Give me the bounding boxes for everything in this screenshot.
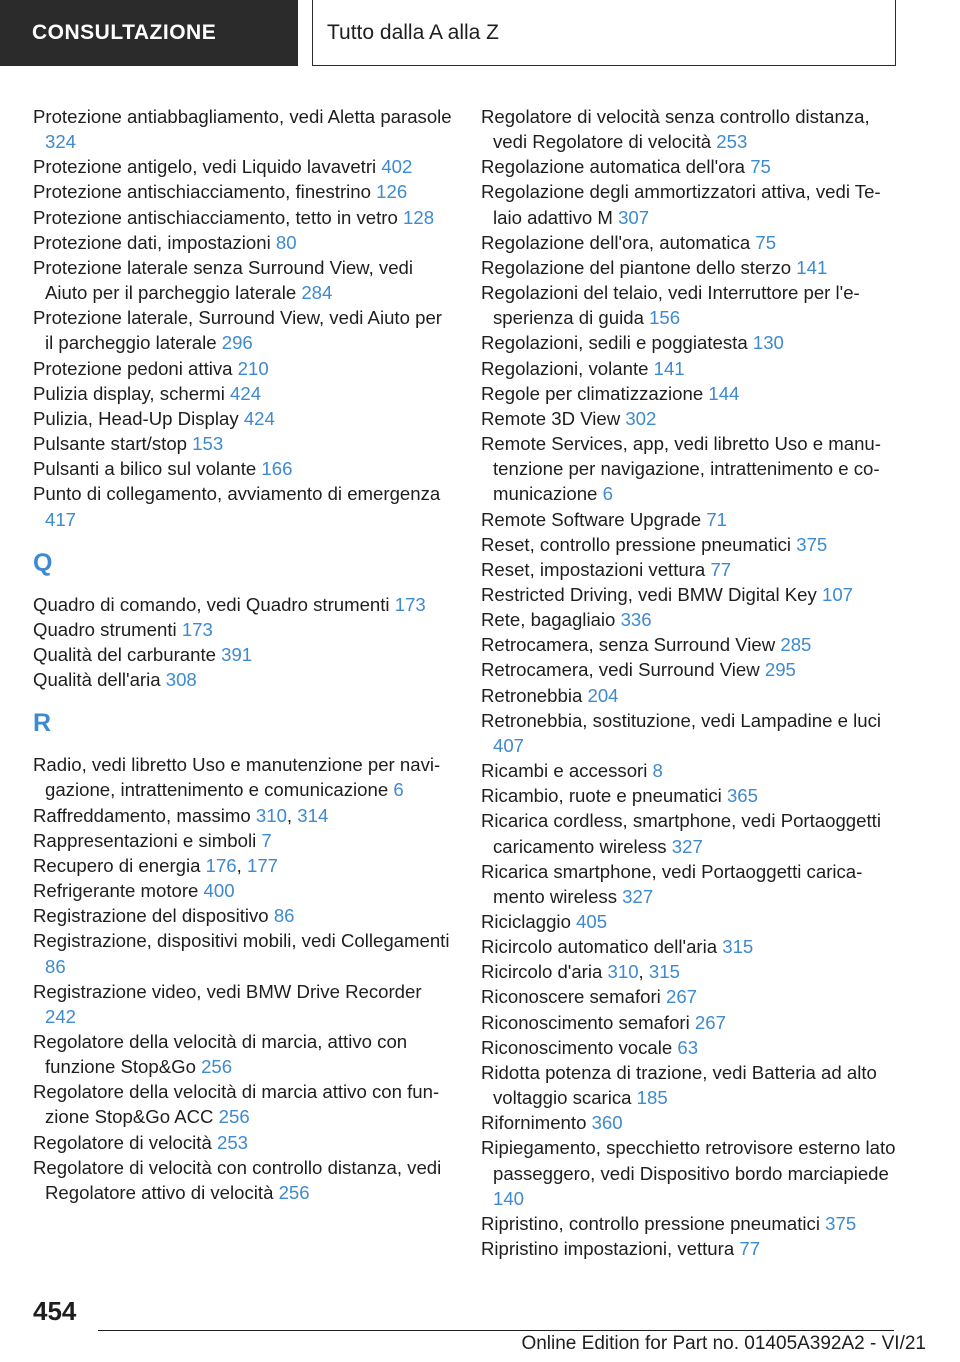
index-term: Rete, bagagliaio <box>481 609 621 631</box>
page-reference-link[interactable]: 177 <box>247 854 279 876</box>
index-entry: Ricircolo d'aria 310, 315 <box>481 961 680 983</box>
index-term: Regolatore di velocità con controllo distanza, vedi Regolatore attivo di velocità <box>33 1156 442 1203</box>
index-entry <box>481 230 901 255</box>
index-entry <box>33 1130 453 1155</box>
page-reference-link[interactable]: 365 <box>726 785 758 807</box>
page-reference-link[interactable]: 6 <box>393 779 404 801</box>
page-reference-link[interactable]: 128 <box>403 206 435 228</box>
page-reference-link[interactable]: 424 <box>230 382 262 404</box>
index-entry <box>33 406 453 431</box>
page-reference-link[interactable]: 253 <box>716 131 748 153</box>
page-number: 454 <box>33 1296 77 1326</box>
page-reference-link[interactable]: 210 <box>237 357 269 379</box>
chapter-title: Tutto dalla A alla Z <box>312 0 896 66</box>
page-reference-link[interactable]: 6 <box>602 483 613 505</box>
page-reference-link[interactable]: 314 <box>297 804 329 826</box>
page-reference-link[interactable]: 296 <box>221 332 253 354</box>
section-tab[interactable]: CONSULTAZIONE <box>0 0 298 66</box>
index-term: Ripristino, controllo pressione pneumatici <box>481 1212 826 1234</box>
index-entry <box>33 878 453 903</box>
page-reference-link[interactable]: 176 <box>205 854 237 876</box>
page-reference-link[interactable]: 71 <box>706 508 727 530</box>
index-entry <box>33 1155 453 1205</box>
index-term: Remote 3D View <box>481 407 626 429</box>
index-entry <box>33 104 453 154</box>
index-entry <box>33 381 453 406</box>
index-term: Remote Services, app, vedi libretto Uso e manutenzione per navigazione, intrattenimento e comunicazione <box>481 433 881 505</box>
page-reference-link[interactable]: 360 <box>591 1112 623 1134</box>
page-reference-link[interactable]: 153 <box>192 433 224 455</box>
index-term: Reset, controllo pressione pneumatici <box>481 533 797 555</box>
page-reference-link[interactable]: 156 <box>649 307 681 329</box>
index-term: Regolazioni del telaio, vedi Interruttore per l'esperienza di guida <box>481 282 860 329</box>
index-entry <box>481 104 901 154</box>
index-term: Refrigerante motore <box>33 880 204 902</box>
index-term: Ridotta potenza di trazione, vedi Batteria ad alto voltaggio scarica <box>481 1061 877 1109</box>
index-entry <box>481 582 901 607</box>
index-term: Qualità dell'aria <box>33 669 166 691</box>
index-term: Recupero di energia <box>33 854 206 876</box>
page-reference-link[interactable]: 391 <box>221 643 253 665</box>
index-term: Regole per climatizzazione <box>481 382 709 404</box>
index-entry <box>33 154 453 179</box>
index-term: Protezione laterale senza Surround View, vedi Aiuto per il parcheggio laterale <box>33 256 414 304</box>
index-term: Protezione laterale, Surround View, vedi Aiuto per il parcheggio laterale <box>33 307 442 354</box>
page-reference-link[interactable]: 141 <box>796 256 828 278</box>
index-entry <box>481 431 901 506</box>
page-reference-link[interactable]: 295 <box>764 659 796 681</box>
page-reference-link[interactable]: 77 <box>710 558 732 580</box>
index-entry <box>481 758 901 783</box>
index-term: Registrazione, dispositivi mobili, vedi Collegamenti <box>33 930 450 952</box>
page-reference-link[interactable]: 204 <box>587 684 619 706</box>
index-entry <box>481 330 901 355</box>
index-entry <box>33 592 453 617</box>
page-reference-link[interactable]: 315 <box>722 936 754 958</box>
index-term: Ricambi e accessori <box>481 760 653 782</box>
index-term: Riciclaggio <box>481 911 577 932</box>
index-entry <box>481 280 901 330</box>
index-term: Pulsanti a bilico sul volante <box>33 458 262 480</box>
index-term: Reset, impostazioni vettura <box>481 558 711 580</box>
index-term: Riconoscimento vocale <box>481 1036 678 1058</box>
index-term: Ricarica smartphone, vedi Portaoggetti caricamento wireless <box>481 860 863 907</box>
index-entry <box>481 255 901 280</box>
index-term: Riconoscimento semafori <box>481 1011 695 1033</box>
index-entry <box>481 532 901 557</box>
page-reference-link[interactable]: 86 <box>45 955 66 977</box>
footer-divider <box>98 1330 894 1331</box>
page-reference-link[interactable]: 400 <box>203 880 235 902</box>
page-reference-link[interactable]: 310 <box>255 804 287 826</box>
index-term: Regolazione dell'ora, automatica <box>481 231 756 253</box>
index-term: Protezione pedoni attiva <box>33 357 238 379</box>
page-reference-link[interactable]: 77 <box>739 1238 761 1260</box>
page-reference-link[interactable]: 424 <box>243 407 275 429</box>
page-reference-link[interactable]: 173 <box>181 618 213 640</box>
index-entry <box>481 1135 901 1210</box>
index-term: Protezione dati, impostazioni <box>33 231 276 253</box>
index-letter-heading: R <box>33 709 52 738</box>
index-term: Regolatore di velocità senza controllo distanza, vedi Regolatore di velocità <box>481 106 870 153</box>
index-entry <box>481 1211 901 1236</box>
index-letter-heading: Q <box>33 548 53 577</box>
index-term: Regolazione automatica dell'ora <box>481 156 751 178</box>
index-term: Raffreddamento, massimo <box>33 804 256 826</box>
index-term: Protezione antischiacciamento, tetto in vetro <box>33 206 404 228</box>
page-reference-link[interactable]: 173 <box>394 593 426 615</box>
page-reference-link[interactable]: 375 <box>796 533 828 555</box>
index-entry <box>481 406 901 431</box>
footer-edition: Online Edition for Part no. 01405A392A2 - VI/21 <box>521 1333 926 1354</box>
index-column-left <box>33 104 453 1205</box>
index-term: Qualità del carburante <box>33 643 222 665</box>
index-term: Ricircolo d'aria <box>481 961 608 983</box>
index-term: Ricarica cordless, smartphone, vedi Portaoggetti caricamento wireless <box>481 810 881 857</box>
page-reference-link[interactable]: 141 <box>653 357 685 379</box>
page-reference-link[interactable]: 242 <box>45 1005 77 1027</box>
index-entry <box>481 507 901 532</box>
page-reference-link[interactable]: 8 <box>652 760 663 782</box>
index-entry <box>481 1110 901 1135</box>
index-term: Protezione antiabbagliamento, vedi Aletta parasole <box>33 106 452 127</box>
index-term: Ricircolo automatico dell'aria <box>481 936 723 958</box>
page-reference-link[interactable]: 267 <box>665 986 698 1008</box>
index-entry <box>481 708 901 758</box>
page-reference-link[interactable]: 256 <box>201 1056 233 1078</box>
page-reference-link[interactable]: 324 <box>45 131 77 153</box>
index-entry <box>481 1035 901 1060</box>
page-reference-link[interactable]: 107 <box>821 583 854 605</box>
index-entry <box>33 642 453 667</box>
index-entry <box>33 752 453 802</box>
index-term: Rappresentazioni e simboli <box>33 829 262 851</box>
index-entry <box>33 1079 453 1129</box>
index-term: Pulizia display, schermi <box>33 382 231 404</box>
index-term: Retronebbia <box>481 684 588 706</box>
page-reference-link[interactable]: 126 <box>376 181 408 203</box>
page-reference-link[interactable]: 7 <box>261 829 272 851</box>
page-reference-link[interactable]: 405 <box>576 911 608 932</box>
index-entry <box>33 356 453 381</box>
index-term: Ripristino impostazioni, vettura <box>481 1238 740 1260</box>
index-term: Regolatore di velocità <box>33 1131 217 1153</box>
index-term: Rifornimento <box>481 1112 592 1134</box>
index-entry <box>33 305 453 355</box>
index-entry <box>481 683 901 708</box>
index-entry <box>481 607 901 632</box>
page-reference-link[interactable]: 86 <box>273 905 295 927</box>
index-term: Regolazione degli ammortizzatori attiva, vedi Telaio adattivo M <box>481 181 881 228</box>
page-reference-link[interactable]: 417 <box>45 508 77 530</box>
index-term: Pulizia, Head-Up Display <box>33 407 244 429</box>
index-column-right <box>481 104 901 1261</box>
page-reference-link[interactable]: 80 <box>275 231 297 253</box>
page-reference-link[interactable]: 256 <box>278 1181 310 1203</box>
page-header <box>0 0 960 66</box>
index-entry <box>481 859 901 909</box>
page-reference-link[interactable]: 308 <box>165 669 197 691</box>
index-entry <box>481 934 901 959</box>
index-entry <box>481 381 901 406</box>
page-reference-link[interactable]: 375 <box>825 1212 857 1234</box>
page-reference-link[interactable]: 327 <box>671 835 703 857</box>
index-term: Retrocamera, vedi Surround View <box>481 659 765 681</box>
page-reference-link[interactable]: 407 <box>493 734 525 756</box>
page-reference-link[interactable]: 256 <box>218 1106 250 1128</box>
page-reference-link[interactable]: 315 <box>648 961 680 983</box>
index-entry <box>33 617 453 642</box>
index-entry <box>33 431 453 456</box>
index-entry <box>481 1060 901 1110</box>
page-reference-link[interactable]: 63 <box>677 1036 699 1058</box>
page-reference-link[interactable]: 284 <box>301 282 333 304</box>
page-reference-link[interactable]: 253 <box>216 1131 249 1153</box>
page-reference-link[interactable]: 336 <box>620 609 652 631</box>
index-term: Retronebbia, sostituzione, vedi Lampadine e luci <box>481 709 882 731</box>
index-entry <box>33 456 453 481</box>
index-term: Regolazioni, volante <box>481 357 654 379</box>
page-reference-link[interactable]: 166 <box>261 458 293 480</box>
page-reference-link[interactable]: 144 <box>708 382 740 404</box>
page-reference-link[interactable]: 402 <box>381 156 413 178</box>
index-term: Ricambio, ruote e pneumatici <box>481 785 727 807</box>
index-entry <box>481 657 901 682</box>
page-reference-link[interactable]: 140 <box>493 1187 525 1209</box>
index-term: Protezione antigelo, vedi Liquido lavavetri <box>33 156 382 178</box>
index-entry <box>481 632 901 657</box>
index-entry: Recupero di energia 176, 177 <box>33 854 279 876</box>
index-term: Punto di collegamento, avviamento di emergenza <box>33 483 441 505</box>
page-reference-link[interactable]: 267 <box>694 1011 726 1033</box>
index-term: Regolazione del piantone dello sterzo <box>481 256 797 278</box>
index-entry <box>481 909 901 934</box>
page-reference-link[interactable]: 75 <box>755 231 777 253</box>
index-term: Pulsante start/stop <box>33 433 193 455</box>
index-entry <box>481 1236 901 1261</box>
page-reference-link[interactable]: 327 <box>622 885 654 907</box>
index-term: Riconoscere semafori <box>481 986 666 1008</box>
index-term: Registrazione del dispositivo <box>33 905 274 927</box>
index-entry <box>481 808 901 858</box>
index-entry <box>481 356 901 381</box>
index-entry <box>33 179 453 204</box>
index-entry <box>481 154 901 179</box>
page-reference-link[interactable]: 302 <box>625 407 657 429</box>
index-term: Quadro strumenti <box>33 618 182 640</box>
index-entry <box>481 783 901 808</box>
index-entry <box>481 984 901 1009</box>
index-entry <box>33 481 453 531</box>
index-term: Regolatore della velocità di marcia attivo con funzione Stop&Go ACC <box>33 1081 440 1128</box>
page-reference-link[interactable]: 307 <box>618 206 650 228</box>
index-entry: Raffreddamento, massimo 310, 314 <box>33 804 329 826</box>
page-reference-link[interactable]: 185 <box>636 1087 668 1109</box>
index-entry <box>33 667 453 692</box>
index-term: Registrazione video, vedi BMW Drive Recorder <box>33 980 422 1002</box>
index-entry <box>33 230 453 255</box>
index-entry <box>33 205 453 230</box>
index-entry <box>33 828 453 853</box>
index-entry <box>33 979 453 1029</box>
page-reference-link[interactable]: 75 <box>750 156 771 178</box>
index-term: Radio, vedi libretto Uso e manutenzione per navigazione, intrattenimento e comunicazione <box>33 754 441 801</box>
index-term: Restricted Driving, vedi BMW Digital Key <box>481 583 822 605</box>
index-entry <box>33 928 453 978</box>
index-entry <box>481 557 901 582</box>
index-term: Quadro di comando, vedi Quadro strumenti <box>33 593 395 615</box>
index-term: Remote Software Upgrade <box>481 508 707 530</box>
index-entry <box>33 1029 453 1079</box>
page-reference-link[interactable]: 285 <box>780 634 812 656</box>
page-reference-link[interactable]: 310 <box>607 961 639 983</box>
index-entry <box>481 179 901 229</box>
index-term: Retrocamera, senza Surround View <box>481 634 781 656</box>
index-term: Regolatore della velocità di marcia, attivo con funzione Stop&Go <box>33 1031 408 1078</box>
index-term: Regolazioni, sedili e poggiatesta <box>481 332 753 354</box>
index-entry <box>33 255 453 305</box>
page-reference-link[interactable]: 130 <box>752 332 784 354</box>
index-term: Protezione antischiacciamento, finestrino <box>33 181 377 203</box>
index-entry <box>33 903 453 928</box>
index-entry <box>481 1010 901 1035</box>
index-term: Ripiegamento, specchietto retrovisore esterno lato passeggero, vedi Dispositivo bordo marciapiede <box>481 1137 896 1184</box>
